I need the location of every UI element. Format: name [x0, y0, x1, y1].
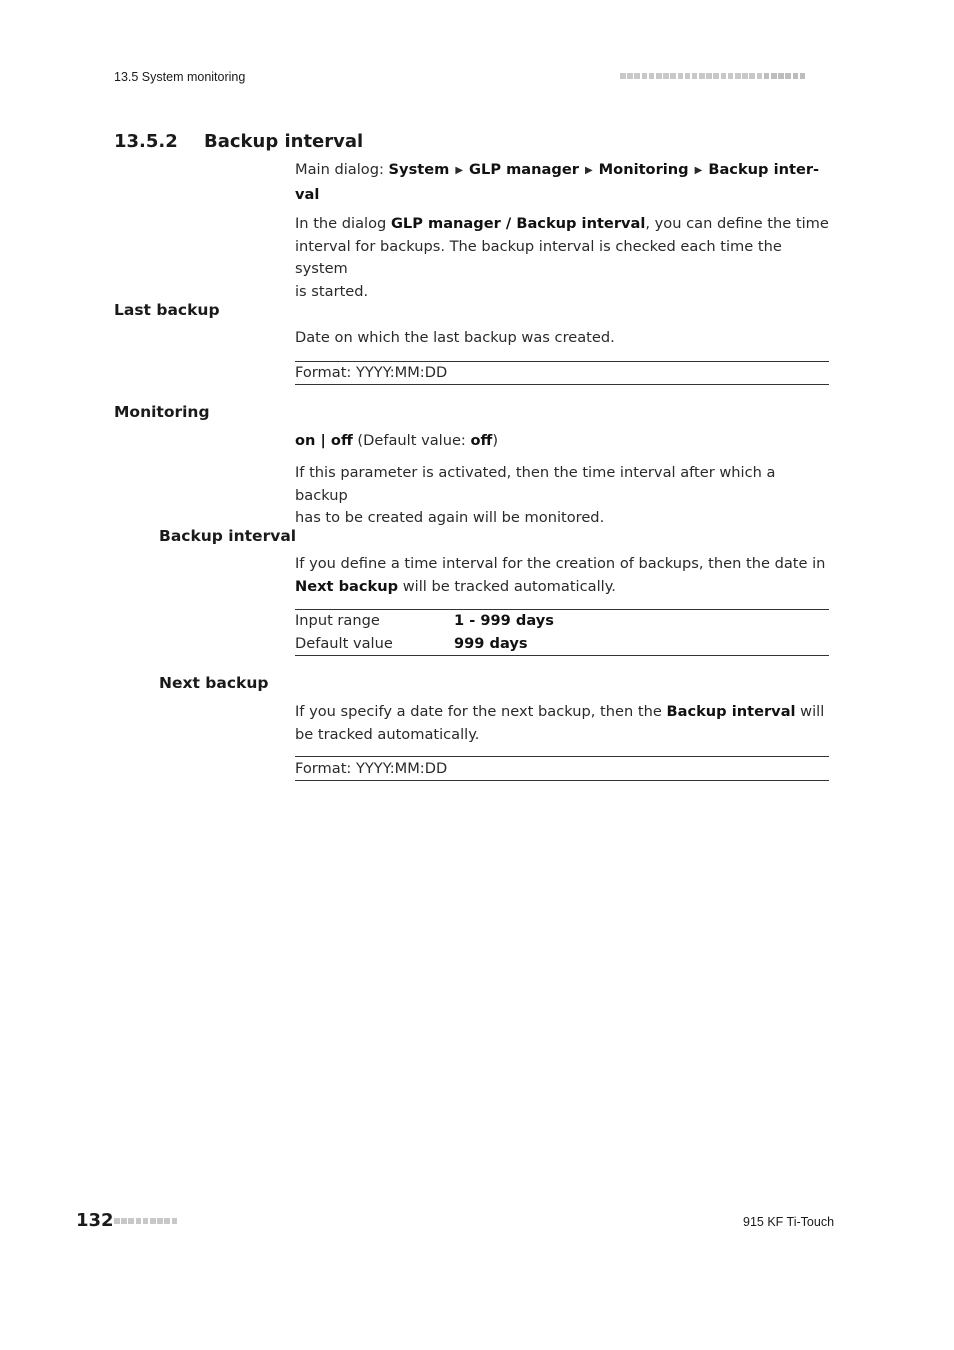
- monitoring-description: [295, 462, 829, 530]
- nav-path: [295, 159, 829, 206]
- next-backup-bold: Backup interval: [666, 703, 796, 720]
- intro-pre: In the dialog: [295, 215, 391, 232]
- intro-line3: is started.: [295, 282, 369, 300]
- arrow-right-icon: ▶: [584, 165, 593, 176]
- param-title-monitoring: Monitoring: [114, 403, 210, 421]
- param-title-next-backup: Next backup: [159, 674, 269, 692]
- nav-item-monitoring: Monitoring: [598, 161, 689, 178]
- next-backup-format-box: [295, 756, 829, 781]
- next-backup-format: Format: YYYY:MM:DD: [295, 760, 448, 777]
- backup-interval-description: [295, 553, 829, 598]
- arrow-right-icon: ▶: [455, 165, 464, 176]
- nav-item-glp-manager: GLP manager: [469, 161, 579, 178]
- intro-paragraph: [295, 213, 829, 303]
- intro-dialog-name: GLP manager / Backup interval: [390, 215, 646, 232]
- intro-line2: interval for backups. The backup interval is checked each time the system: [295, 237, 782, 277]
- page-number: 132: [76, 1210, 114, 1231]
- nav-item-system: System: [388, 161, 450, 178]
- nav-item-backup-interval: Backup inter-: [708, 161, 820, 178]
- nav-item-continuation: val: [295, 185, 320, 203]
- monitoring-line2: has to be created again will be monitored.: [295, 509, 605, 526]
- param-title-backup-interval: Backup interval: [159, 527, 297, 545]
- section-number: 13.5.2: [114, 131, 178, 152]
- next-backup-post: will: [795, 703, 825, 720]
- table-row: [295, 610, 829, 633]
- last-backup-description: Date on which the last backup was created.: [295, 329, 615, 346]
- running-header-section: 13.5 System monitoring: [114, 70, 246, 84]
- param-title-last-backup: Last backup: [114, 301, 220, 319]
- row-label: Default value: [295, 634, 393, 652]
- backup-interval-line2: will be tracked automatically.: [398, 577, 616, 595]
- default-post: ): [492, 432, 499, 449]
- monitoring-line1: If this parameter is activated, then the time interval after which a backup: [295, 464, 776, 504]
- option-separator: |: [315, 432, 331, 449]
- backup-interval-table: [295, 609, 829, 656]
- next-backup-description: [295, 701, 829, 746]
- option-on: on: [295, 432, 316, 449]
- row-value: 1 - 999 days: [454, 612, 554, 629]
- section-title: Backup interval: [204, 131, 364, 152]
- option-off: off: [330, 432, 353, 449]
- monitoring-options: [295, 430, 829, 453]
- last-backup-format: Format: YYYY:MM:DD: [295, 364, 448, 381]
- arrow-right-icon: ▶: [694, 165, 703, 176]
- default-pre: (Default value:: [352, 432, 471, 449]
- next-backup-pre: If you specify a date for the next backup, then the: [295, 703, 667, 720]
- row-value: 999 days: [454, 634, 528, 652]
- backup-interval-bold: Next backup: [295, 577, 399, 595]
- nav-path-prefix: Main dialog:: [295, 161, 389, 178]
- row-label: Input range: [295, 612, 380, 629]
- default-value: off: [470, 432, 493, 449]
- section-heading: [114, 131, 363, 152]
- last-backup-format-box: [295, 361, 829, 385]
- footer-product-name: 915 KF Ti-Touch: [743, 1215, 835, 1229]
- next-backup-line2: be tracked automatically.: [295, 725, 480, 743]
- header-decor-squares: [620, 73, 805, 79]
- backup-interval-line1: If you define a time interval for the creation of backups, then the date in: [295, 555, 826, 572]
- table-row: [295, 633, 829, 656]
- intro-post: , you can define the time: [645, 215, 829, 232]
- footer-decor-squares: [114, 1218, 177, 1224]
